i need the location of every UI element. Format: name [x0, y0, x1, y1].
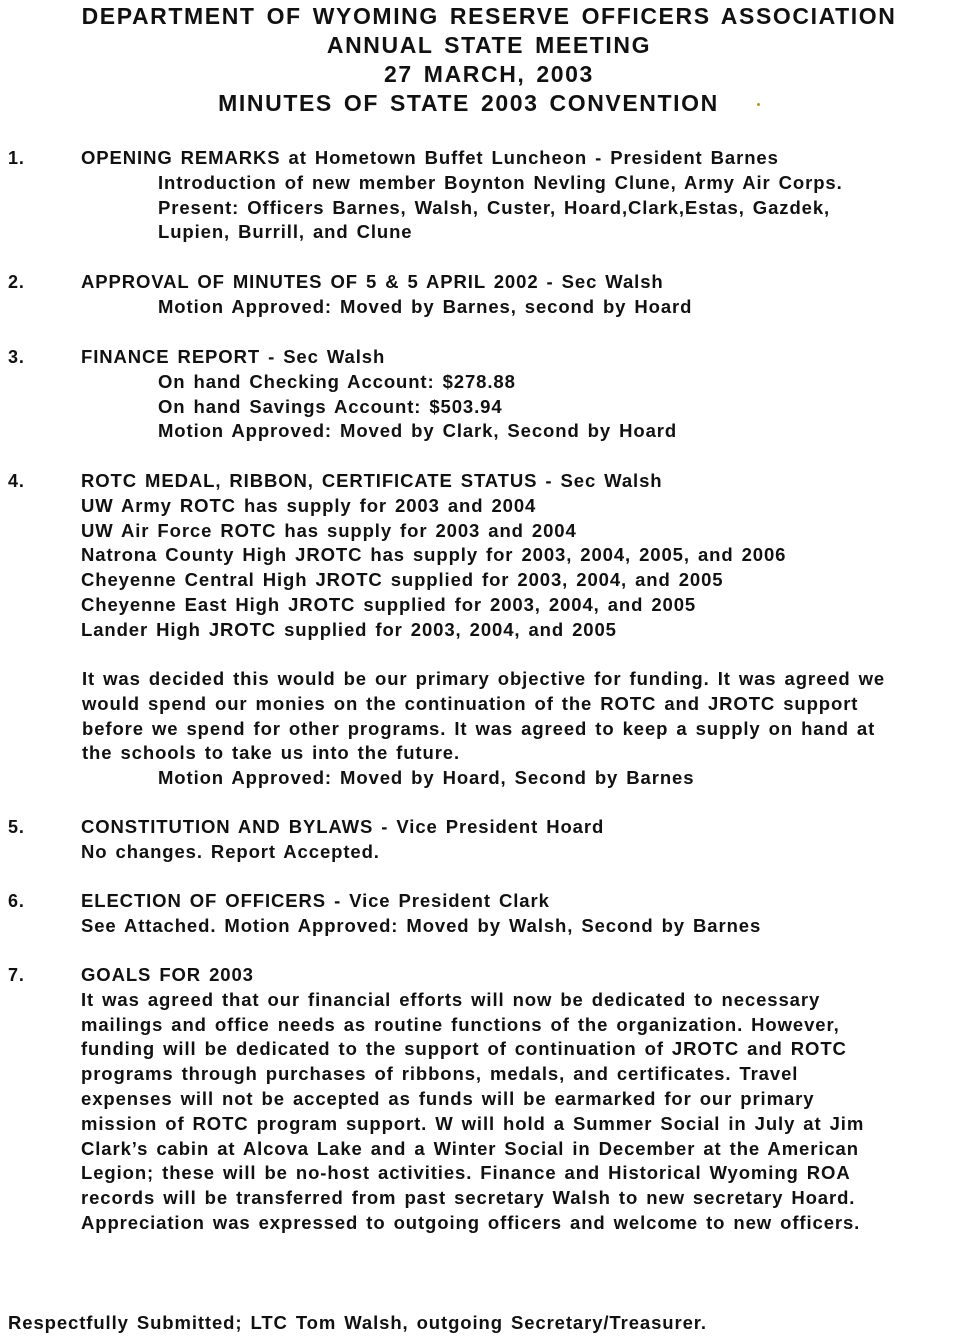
item-line: Clark’s cabin at Alcova Lake and a Winter Social in December at the American: [81, 1137, 859, 1159]
item-title: FINANCE REPORT - Sec Walsh: [81, 346, 386, 367]
header-date: 27 MARCH, 2003: [384, 61, 594, 87]
item-line: It was agreed that our financial efforts will now be dedicated to necessary: [81, 988, 821, 1010]
agenda-item-3: [0, 345, 978, 444]
item-title: CONSTITUTION AND BYLAWS - Vice President Hoard: [81, 816, 605, 837]
item-line: Motion Approved: Moved by Barnes, second by Hoard: [158, 295, 693, 317]
item-line: funding will be dedicated to the support of continuation of JROTC and ROTC: [81, 1038, 847, 1060]
item-line: mailings and office needs as routine functions of the organization. However,: [81, 1013, 840, 1035]
item-number: 6.: [8, 891, 25, 911]
item-line: programs through purchases of ribbons, medals, and certificates. Travel: [81, 1063, 799, 1085]
motion-line: Motion Approved: Moved by Clark, Second by Hoard: [158, 420, 678, 442]
motion-line: Motion Approved: Moved by Hoard, Second by Barnes: [158, 767, 695, 789]
item-line: Appreciation was expressed to outgoing officers and welcome to new officers.: [81, 1211, 861, 1233]
paragraph-line: It was decided this would be our primary objective for funding. It was agreed we: [82, 668, 886, 689]
item-number: 2.: [8, 272, 25, 292]
agenda-item-2: [0, 270, 978, 320]
agenda-item-5: [0, 815, 978, 865]
agenda-item-4: [0, 469, 978, 643]
item-line: Present: Officers Barnes, Walsh, Custer, Hoard,Clark,Estas, Gazdek,: [158, 196, 831, 218]
header-meeting: ANNUAL STATE MEETING: [326, 32, 652, 58]
item-line: Lander High JROTC supplied for 2003, 2004, and 2005: [81, 618, 617, 640]
header-organization: DEPARTMENT OF WYOMING RESERVE OFFICERS ASSOCIATION: [81, 3, 897, 29]
paragraph-line: would spend our monies on the continuation of the ROTC and JROTC support: [82, 692, 859, 714]
item-line: records will be transferred from past secretary Walsh to new secretary Hoard.: [81, 1187, 856, 1209]
item-number: 5.: [8, 817, 25, 837]
checking-account-line: On hand Checking Account: $278.88: [158, 370, 516, 392]
item-line: See Attached. Motion Approved: Moved by Walsh, Second by Barnes: [81, 914, 762, 936]
item-number: 3.: [8, 347, 25, 367]
item-number: 4.: [8, 471, 25, 491]
agenda-item-6: [0, 889, 978, 939]
item-line: UW Army ROTC has supply for 2003 and 2004: [81, 494, 537, 516]
agenda-item-7: [0, 963, 978, 1236]
paragraph-line: the schools to take us into the future.: [82, 742, 461, 764]
agenda-item-4-paragraph: [0, 667, 978, 791]
item-number: 7.: [8, 965, 25, 985]
item-line: Cheyenne East High JROTC supplied for 2003, 2004, and 2005: [81, 593, 697, 615]
stray-dot-mark: [757, 103, 760, 106]
item-line: Legion; these will be no-host activities. Finance and Historical Wyoming ROA: [81, 1162, 851, 1184]
item-line: expenses will not be accepted as funds will be earmarked for our primary: [81, 1087, 815, 1109]
header-title-text: MINUTES OF STATE 2003 CONVENTION: [218, 90, 719, 116]
item-line: Introduction of new member Boynton Nevling Clune, Army Air Corps.: [158, 171, 843, 193]
item-title: APPROVAL OF MINUTES OF 5 & 5 APRIL 2002 - Sec Walsh: [81, 271, 664, 292]
item-title: ROTC MEDAL, RIBBON, CERTIFICATE STATUS - Sec Walsh: [81, 470, 663, 491]
header-title: [0, 89, 978, 118]
item-line: Lupien, Burrill, and Clune: [158, 221, 413, 243]
savings-account-line: On hand Savings Account: $503.94: [158, 395, 503, 417]
item-title: ELECTION OF OFFICERS - Vice President Clark: [81, 890, 550, 911]
item-line: mission of ROTC program support. W will hold a Summer Social in July at Jim: [81, 1112, 865, 1134]
item-number: 1.: [8, 148, 25, 168]
paragraph-line: before we spend for other programs. It was agreed to keep a supply on hand at: [82, 717, 876, 739]
item-line: No changes. Report Accepted.: [81, 840, 380, 862]
submission-signature-line: Respectfully Submitted; LTC Tom Walsh, outgoing Secretary/Treasurer.: [8, 1312, 707, 1333]
item-title: GOALS FOR 2003: [81, 964, 254, 985]
item-title: OPENING REMARKS at Hometown Buffet Luncheon - President Barnes: [81, 147, 779, 168]
agenda-item-1: [0, 146, 978, 245]
item-line: Natrona County High JROTC has supply for 2003, 2004, 2005, and 2006: [81, 544, 787, 566]
item-line: UW Air Force ROTC has supply for 2003 and 2004: [81, 519, 577, 541]
item-line: Cheyenne Central High JROTC supplied for 2003, 2004, and 2005: [81, 569, 724, 591]
document-header: [0, 2, 978, 118]
